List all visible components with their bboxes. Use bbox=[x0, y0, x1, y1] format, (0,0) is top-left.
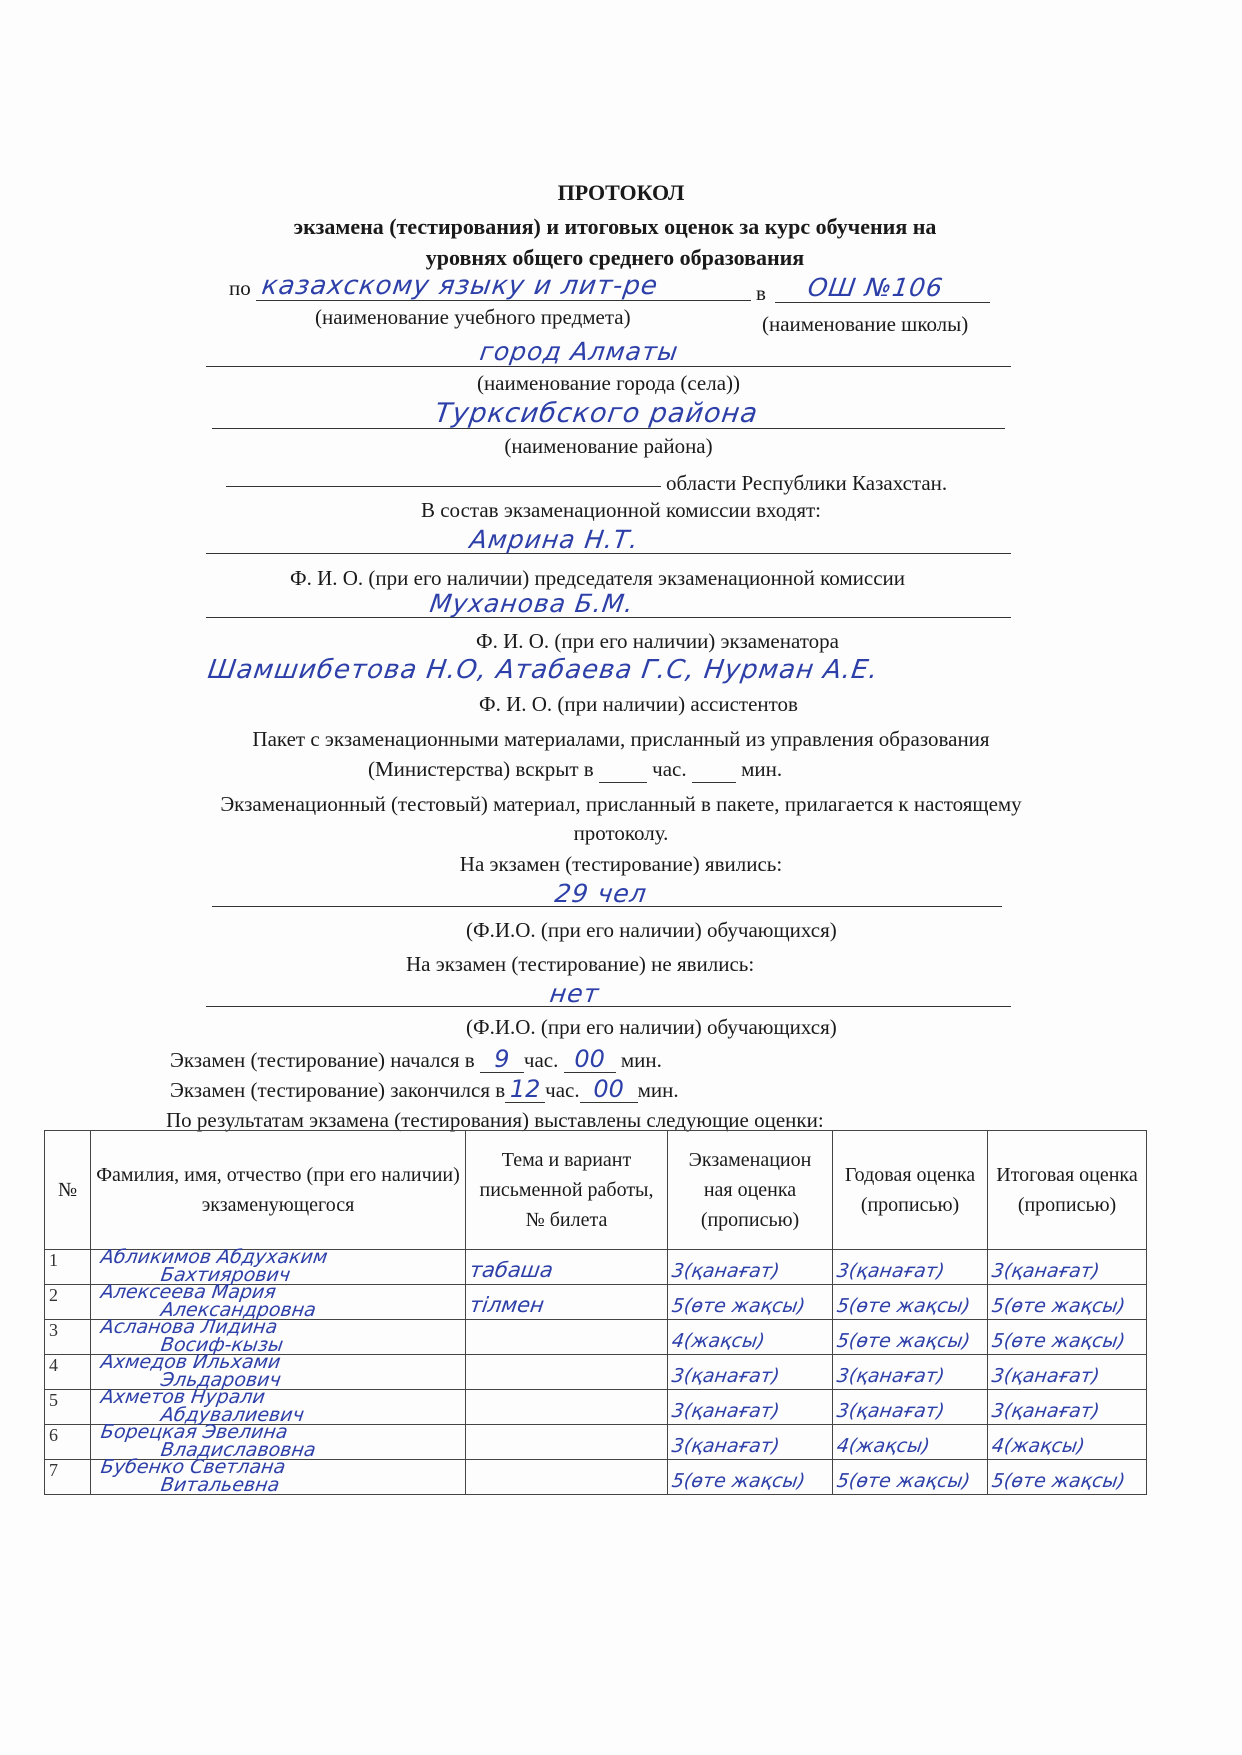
assistants-caption: Ф. И. О. (при наличии) ассистентов bbox=[479, 692, 798, 716]
attended-value: 29 чел bbox=[553, 879, 649, 908]
final-grade-value: 3(қанағат) bbox=[990, 1400, 1101, 1422]
exam-grade bbox=[668, 1425, 833, 1460]
final-grade bbox=[988, 1320, 1147, 1355]
exam-start-hour: 9 bbox=[480, 1046, 524, 1073]
exam-grade-value: 5(өте жақсы) bbox=[670, 1470, 807, 1492]
table-row bbox=[45, 1460, 1147, 1495]
commission-intro: В состав экзаменационной комиссии входят: bbox=[420, 498, 821, 522]
student-name-line-1: Ахметов Нурали bbox=[99, 1386, 267, 1408]
subject-value: казахскому языку и лит-ре bbox=[259, 271, 661, 301]
student-name-line-1: Абликимов Абдухаким bbox=[99, 1246, 329, 1268]
subject-connector: в bbox=[756, 281, 766, 305]
year-grade-value: 3(қанағат) bbox=[835, 1260, 946, 1282]
student-name-line-1: Асланова Лидина bbox=[99, 1316, 279, 1338]
grades-table bbox=[44, 1130, 1147, 1495]
year-grade-value: 3(қанағат) bbox=[835, 1400, 946, 1422]
package-hour-blank bbox=[599, 756, 647, 783]
exam-start-minute-unit: мин. bbox=[620, 1048, 662, 1072]
topic-cell bbox=[466, 1460, 668, 1495]
exam-end-hour: 12 bbox=[505, 1076, 545, 1103]
absent-caption: (Ф.И.О. (при его наличии) обучающихся) bbox=[466, 1015, 837, 1039]
final-grade bbox=[988, 1390, 1147, 1425]
student-name bbox=[91, 1421, 466, 1461]
row-num: 4 bbox=[45, 1355, 91, 1390]
final-grade-value: 5(өте жақсы) bbox=[990, 1330, 1127, 1352]
final-grade bbox=[988, 1355, 1147, 1390]
student-name-line-2: Восиф-кызы bbox=[159, 1334, 285, 1356]
student-name-line-2: Витальевна bbox=[159, 1474, 281, 1496]
year-grade bbox=[833, 1285, 988, 1320]
material-line-2: протоколу. bbox=[573, 821, 669, 845]
attended-caption: (Ф.И.О. (при его наличии) обучающихся) bbox=[466, 918, 837, 942]
exam-grade bbox=[668, 1390, 833, 1425]
district-caption: (наименование района) bbox=[504, 434, 713, 458]
results-intro: По результатам экзамена (тестирования) выставлены следующие оценки: bbox=[166, 1108, 824, 1132]
header-name: Фамилия, имя, отчество (при его наличии) экзаменующегося bbox=[91, 1131, 466, 1250]
student-name bbox=[91, 1456, 466, 1496]
row-num: 7 bbox=[45, 1460, 91, 1495]
exam-grade-value: 3(қанағат) bbox=[670, 1400, 781, 1422]
package-opened-label: (Министерства) вскрыт в bbox=[368, 757, 594, 781]
topic-cell bbox=[466, 1250, 668, 1285]
year-grade bbox=[833, 1320, 988, 1355]
topic-line-2: тілмен bbox=[468, 1293, 546, 1317]
exam-grade-value: 5(өте жақсы) bbox=[670, 1295, 807, 1317]
exam-grade-value: 4(жақсы) bbox=[670, 1330, 767, 1352]
year-grade bbox=[833, 1390, 988, 1425]
header-final-grade: Итоговая оценка (прописью) bbox=[988, 1131, 1147, 1250]
exam-grade-value: 3(қанағат) bbox=[670, 1365, 781, 1387]
header-year-grade: Годовая оценка (прописью) bbox=[833, 1131, 988, 1250]
table-row bbox=[45, 1250, 1147, 1285]
year-grade-value: 3(қанағат) bbox=[835, 1365, 946, 1387]
student-name bbox=[91, 1386, 466, 1426]
year-grade-value: 5(өте жақсы) bbox=[835, 1295, 972, 1317]
exam-end-minute: 00 bbox=[580, 1076, 638, 1103]
row-num: 3 bbox=[45, 1320, 91, 1355]
table-row bbox=[45, 1355, 1147, 1390]
final-grade-value: 4(жақсы) bbox=[990, 1435, 1087, 1457]
row-num: 6 bbox=[45, 1425, 91, 1460]
student-name bbox=[91, 1246, 466, 1286]
region-suffix: области Республики Казахстан. bbox=[666, 471, 948, 495]
year-grade bbox=[833, 1460, 988, 1495]
topic-cell bbox=[466, 1320, 668, 1355]
exam-grade bbox=[668, 1250, 833, 1285]
absent-label: На экзамен (тестирование) не явились: bbox=[406, 952, 755, 976]
package-line-2 bbox=[368, 756, 782, 783]
exam-grade-value: 3(қанағат) bbox=[670, 1435, 781, 1457]
district-value: Турксибского района bbox=[432, 398, 761, 429]
exam-start-minute: 00 bbox=[564, 1046, 616, 1073]
topic-cell bbox=[466, 1390, 668, 1425]
student-name-line-2: Абдувалиевич bbox=[159, 1404, 306, 1426]
header-exam-grade: Экзаменацион ная оценка (прописью) bbox=[668, 1131, 833, 1250]
final-grade bbox=[988, 1460, 1147, 1495]
exam-end-label: Экзамен (тестирование) закончился в bbox=[170, 1078, 506, 1102]
student-name-line-2: Бахтиярович bbox=[159, 1264, 292, 1286]
subject-caption: (наименование учебного предмета) bbox=[315, 305, 631, 329]
chairman-value: Амрина Н.Т. bbox=[468, 525, 641, 554]
final-grade bbox=[988, 1250, 1147, 1285]
chairman-caption: Ф. И. О. (при его наличии) председателя экзаменационной комиссии bbox=[290, 566, 906, 590]
subject-prefix: по bbox=[229, 276, 251, 300]
topic-cell bbox=[466, 1285, 668, 1320]
exam-end-hour-unit: час. bbox=[545, 1078, 580, 1102]
exam-grade bbox=[668, 1460, 833, 1495]
attended-label: На экзамен (тестирование) явились: bbox=[459, 852, 783, 876]
student-name-line-1: Алексеева Мария bbox=[99, 1281, 278, 1303]
exam-grade-value: 3(қанағат) bbox=[670, 1260, 781, 1282]
header-topic: Тема и вариант письменной работы, № билета bbox=[466, 1131, 668, 1250]
package-minute-unit: мин. bbox=[741, 757, 783, 781]
topic-cell bbox=[466, 1425, 668, 1460]
table-row bbox=[45, 1285, 1147, 1320]
row-num: 1 bbox=[45, 1250, 91, 1285]
examiner-caption: Ф. И. О. (при его наличии) экзаменатора bbox=[476, 629, 839, 653]
final-grade-value: 3(қанағат) bbox=[990, 1365, 1101, 1387]
city-value: город Алматы bbox=[478, 337, 681, 366]
final-grade-value: 5(өте жақсы) bbox=[990, 1470, 1127, 1492]
student-name-line-1: Бубенко Светлана bbox=[99, 1456, 287, 1478]
exam-grade bbox=[668, 1320, 833, 1355]
student-name bbox=[91, 1351, 466, 1391]
exam-grade bbox=[668, 1355, 833, 1390]
student-name-line-2: Александровна bbox=[159, 1299, 318, 1321]
year-grade-value: 5(өте жақсы) bbox=[835, 1330, 972, 1352]
absent-underline bbox=[206, 1006, 1011, 1007]
package-minute-blank bbox=[692, 756, 736, 783]
page-title: ПРОТОКОЛ bbox=[557, 180, 685, 205]
final-grade bbox=[988, 1425, 1147, 1460]
final-grade-value: 3(қанағат) bbox=[990, 1260, 1101, 1282]
exam-start-label: Экзамен (тестирование) начался в bbox=[170, 1048, 475, 1072]
school-underline bbox=[775, 302, 990, 303]
subtitle-line-1: экзамена (тестирования) и итоговых оценок за курс обучения на bbox=[293, 214, 937, 239]
material-line-1: Экзаменационный (тестовый) материал, присланный в пакете, прилагается к настоящему bbox=[220, 792, 1022, 816]
examiner-value: Муханова Б.М. bbox=[428, 589, 636, 618]
year-grade bbox=[833, 1425, 988, 1460]
absent-value: нет bbox=[548, 979, 602, 1008]
exam-start-line bbox=[170, 1046, 662, 1073]
student-name-line-1: Борецкая Эвелина bbox=[99, 1421, 290, 1443]
assistants-value: Шамшибетова Н.О, Атабаева Г.С, Нурман А.Е. bbox=[205, 655, 881, 685]
exam-grade bbox=[668, 1285, 833, 1320]
table-row bbox=[45, 1320, 1147, 1355]
topic-cell bbox=[466, 1355, 668, 1390]
year-grade-value: 5(өте жақсы) bbox=[835, 1470, 972, 1492]
year-grade bbox=[833, 1250, 988, 1285]
school-caption: (наименование школы) bbox=[762, 312, 969, 336]
subtitle-line-2: уровнях общего среднего образования bbox=[425, 245, 805, 270]
student-name-line-2: Эльдарович bbox=[159, 1369, 283, 1391]
student-name-line-1: Ахмедов Ильхами bbox=[99, 1351, 282, 1373]
city-underline bbox=[206, 366, 1011, 367]
exam-start-hour-unit: час. bbox=[523, 1048, 559, 1072]
package-line-1: Пакет с экзаменационными материалами, присланный из управления образования bbox=[252, 727, 990, 751]
year-grade bbox=[833, 1355, 988, 1390]
student-name-line-2: Владиславовна bbox=[159, 1439, 318, 1461]
topic-line-1: табаша bbox=[468, 1258, 555, 1282]
row-num: 5 bbox=[45, 1390, 91, 1425]
student-name bbox=[91, 1281, 466, 1321]
header-num: № bbox=[45, 1131, 91, 1250]
city-caption: (наименование города (села)) bbox=[476, 371, 741, 395]
region-underline bbox=[226, 486, 661, 487]
student-name bbox=[91, 1316, 466, 1356]
package-hour-unit: час. bbox=[652, 757, 687, 781]
row-num: 2 bbox=[45, 1285, 91, 1320]
table-row bbox=[45, 1425, 1147, 1460]
school-value: ОШ №106 bbox=[806, 273, 946, 302]
year-grade-value: 4(жақсы) bbox=[835, 1435, 932, 1457]
exam-end-minute-unit: мин. bbox=[637, 1078, 679, 1102]
exam-end-line bbox=[170, 1076, 679, 1103]
table-row bbox=[45, 1390, 1147, 1425]
grades-header-row bbox=[45, 1131, 1147, 1250]
final-grade bbox=[988, 1285, 1147, 1320]
final-grade-value: 5(өте жақсы) bbox=[990, 1295, 1127, 1317]
